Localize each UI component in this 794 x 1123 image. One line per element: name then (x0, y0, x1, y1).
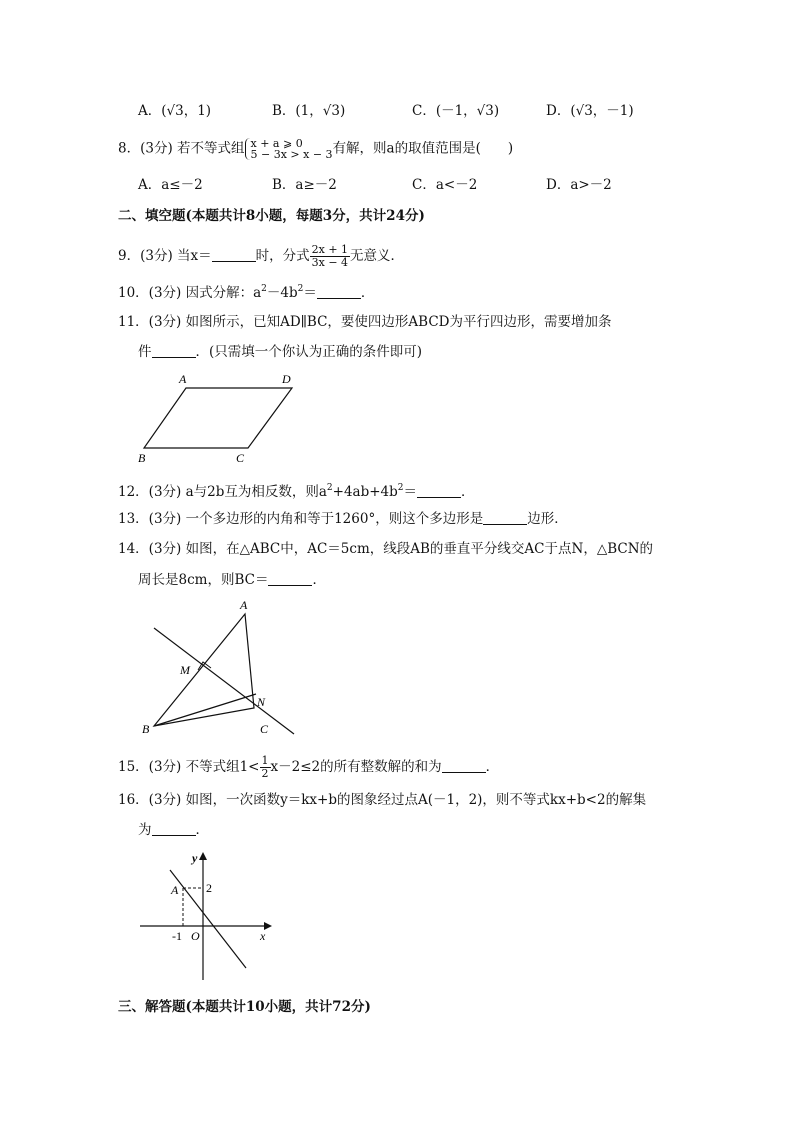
label-two: 2 (206, 881, 212, 895)
q12-prefix: 12．(3分) a与2b互为相反数，则a (118, 484, 327, 500)
q13-answer-blank[interactable] (483, 511, 527, 525)
q16-line2 (138, 821, 209, 839)
q12-sup2: 2 (397, 483, 404, 493)
q11-line2-prefix: 件 (138, 344, 152, 360)
q12-suffix: ． (461, 484, 475, 500)
question-13 (118, 510, 568, 528)
label-a: A (179, 372, 187, 386)
q16-line1: 16．(3分) 如图，一次函数y＝kx+b的图象经过点A(－1，2)，则不等式kx+b<2的解集 (118, 792, 647, 808)
q10-suffix: ． (360, 285, 375, 301)
q16-line2-prefix: 为 (138, 822, 152, 838)
question-15 (118, 755, 499, 780)
q13-prefix: 13．(3分) 一个多边形的内角和等于1260°，则这个多边形是 (118, 511, 484, 527)
y-axis-arrow-icon (199, 852, 207, 860)
question-9 (118, 244, 404, 269)
q7-option-d: D．(√3，－1) (546, 103, 634, 119)
q7-option-a: A．(√3，1) (138, 103, 212, 119)
q14-line2-prefix: 周长是8cm，则BC＝ (138, 572, 269, 588)
q9-fraction (310, 244, 350, 269)
q10-mid: －4b (266, 285, 298, 301)
q15-denominator: 2 (261, 767, 269, 780)
label-x: x (260, 929, 266, 943)
q10-sup2: 2 (297, 284, 304, 294)
q10-answer-blank[interactable] (317, 285, 361, 299)
label-a: A (240, 598, 248, 612)
q8-option-d: D．a>－2 (546, 177, 612, 193)
q14-line2 (138, 571, 326, 589)
q8-option-c: C．a<－2 (412, 177, 478, 193)
q9-suffix: 无意义． (350, 248, 405, 264)
q13-suffix: 边形． (527, 511, 568, 527)
q9-numerator: 2x + 1 (311, 243, 349, 256)
q12-eq: ＝ (403, 484, 418, 500)
q11-line2 (138, 343, 422, 361)
label-d: D (282, 372, 291, 386)
q9-mid: 时，分式 (255, 248, 310, 264)
q16-answer-blank[interactable] (152, 822, 196, 836)
label-origin: O (191, 929, 200, 943)
q8-line2: 5 − 3x > x − 3 (250, 148, 333, 161)
q9-prefix: 9．(3分) 当x＝ (118, 248, 212, 264)
label-b: B (138, 451, 146, 465)
q15-answer-blank[interactable] (442, 759, 486, 773)
q12-answer-blank[interactable] (417, 484, 461, 498)
q12-sup1: 2 (326, 483, 333, 493)
q16-line2-suffix: ． (195, 822, 209, 838)
triangle-abc (154, 614, 254, 726)
q9-denominator: 3x − 4 (311, 256, 349, 269)
q11-line2-suffix: ．(只需填一个你认为正确的条件即可) (195, 344, 423, 360)
q11-answer-blank[interactable] (152, 344, 196, 358)
parallelogram-abcd (144, 388, 292, 448)
q9-answer-blank[interactable] (212, 248, 256, 262)
q12-mid: +4ab+4b (332, 484, 398, 500)
q14-line2-suffix: ． (312, 572, 326, 588)
label-c: C (260, 722, 269, 736)
q10-eq: ＝ (303, 285, 317, 301)
q14-line1: 14．(3分) 如图，在△ABC中，AC＝5cm，线段AB的垂直平分线交AC于点N，△BCN的 (118, 541, 654, 557)
perpendicular-bisector (154, 628, 294, 734)
triangle-figure (136, 596, 306, 744)
q7-option-c: C．(－1，√3) (412, 103, 500, 119)
q10-sup1: 2 (261, 284, 267, 294)
linear-function-graph (136, 848, 286, 983)
q15-numerator: 1 (261, 754, 269, 767)
label-b: B (142, 722, 150, 736)
q8-suffix: 有解，则a的取值范围是( ) (332, 140, 514, 157)
q7-option-b: B．(1，√3) (272, 103, 346, 119)
q15-mid: x－2≤2的所有整数解的和为 (270, 759, 442, 775)
section-3-title: 三、解答题(本题共计10小题，共计72分) (118, 999, 371, 1015)
label-c: C (236, 451, 245, 465)
q10-prefix: 10．(3分) 因式分解：a (118, 285, 262, 301)
label-point-a: A (171, 883, 179, 897)
q8-line1: x + a ⩾ 0 (250, 137, 303, 150)
question-12 (118, 479, 475, 501)
label-y: y (192, 851, 198, 865)
question-8 (118, 138, 513, 160)
q8-prefix: 8．(3分) 若不等式组 (118, 140, 245, 157)
section-2-title: 二、填空题(本题共计8小题，每题3分，共计24分) (118, 208, 425, 224)
label-neg1: -1 (172, 929, 182, 943)
q8-option-b: B．a≥－2 (272, 177, 337, 193)
q15-prefix: 15．(3分) 不等式组1< (118, 759, 260, 775)
question-10 (118, 280, 374, 302)
q15-fraction (260, 755, 271, 780)
parallelogram-figure (132, 370, 307, 470)
label-m: M (180, 663, 190, 677)
label-n: N (257, 695, 266, 709)
q15-suffix: ． (485, 759, 500, 775)
q11-line1: 11．(3分) 如图所示，已知AD∥BC，要使四边形ABCD为平行四边形，需要增加条 (118, 314, 612, 330)
q8-inequality-system (245, 138, 333, 160)
q8-option-a: A．a≤－2 (138, 177, 203, 193)
q14-answer-blank[interactable] (268, 572, 312, 586)
